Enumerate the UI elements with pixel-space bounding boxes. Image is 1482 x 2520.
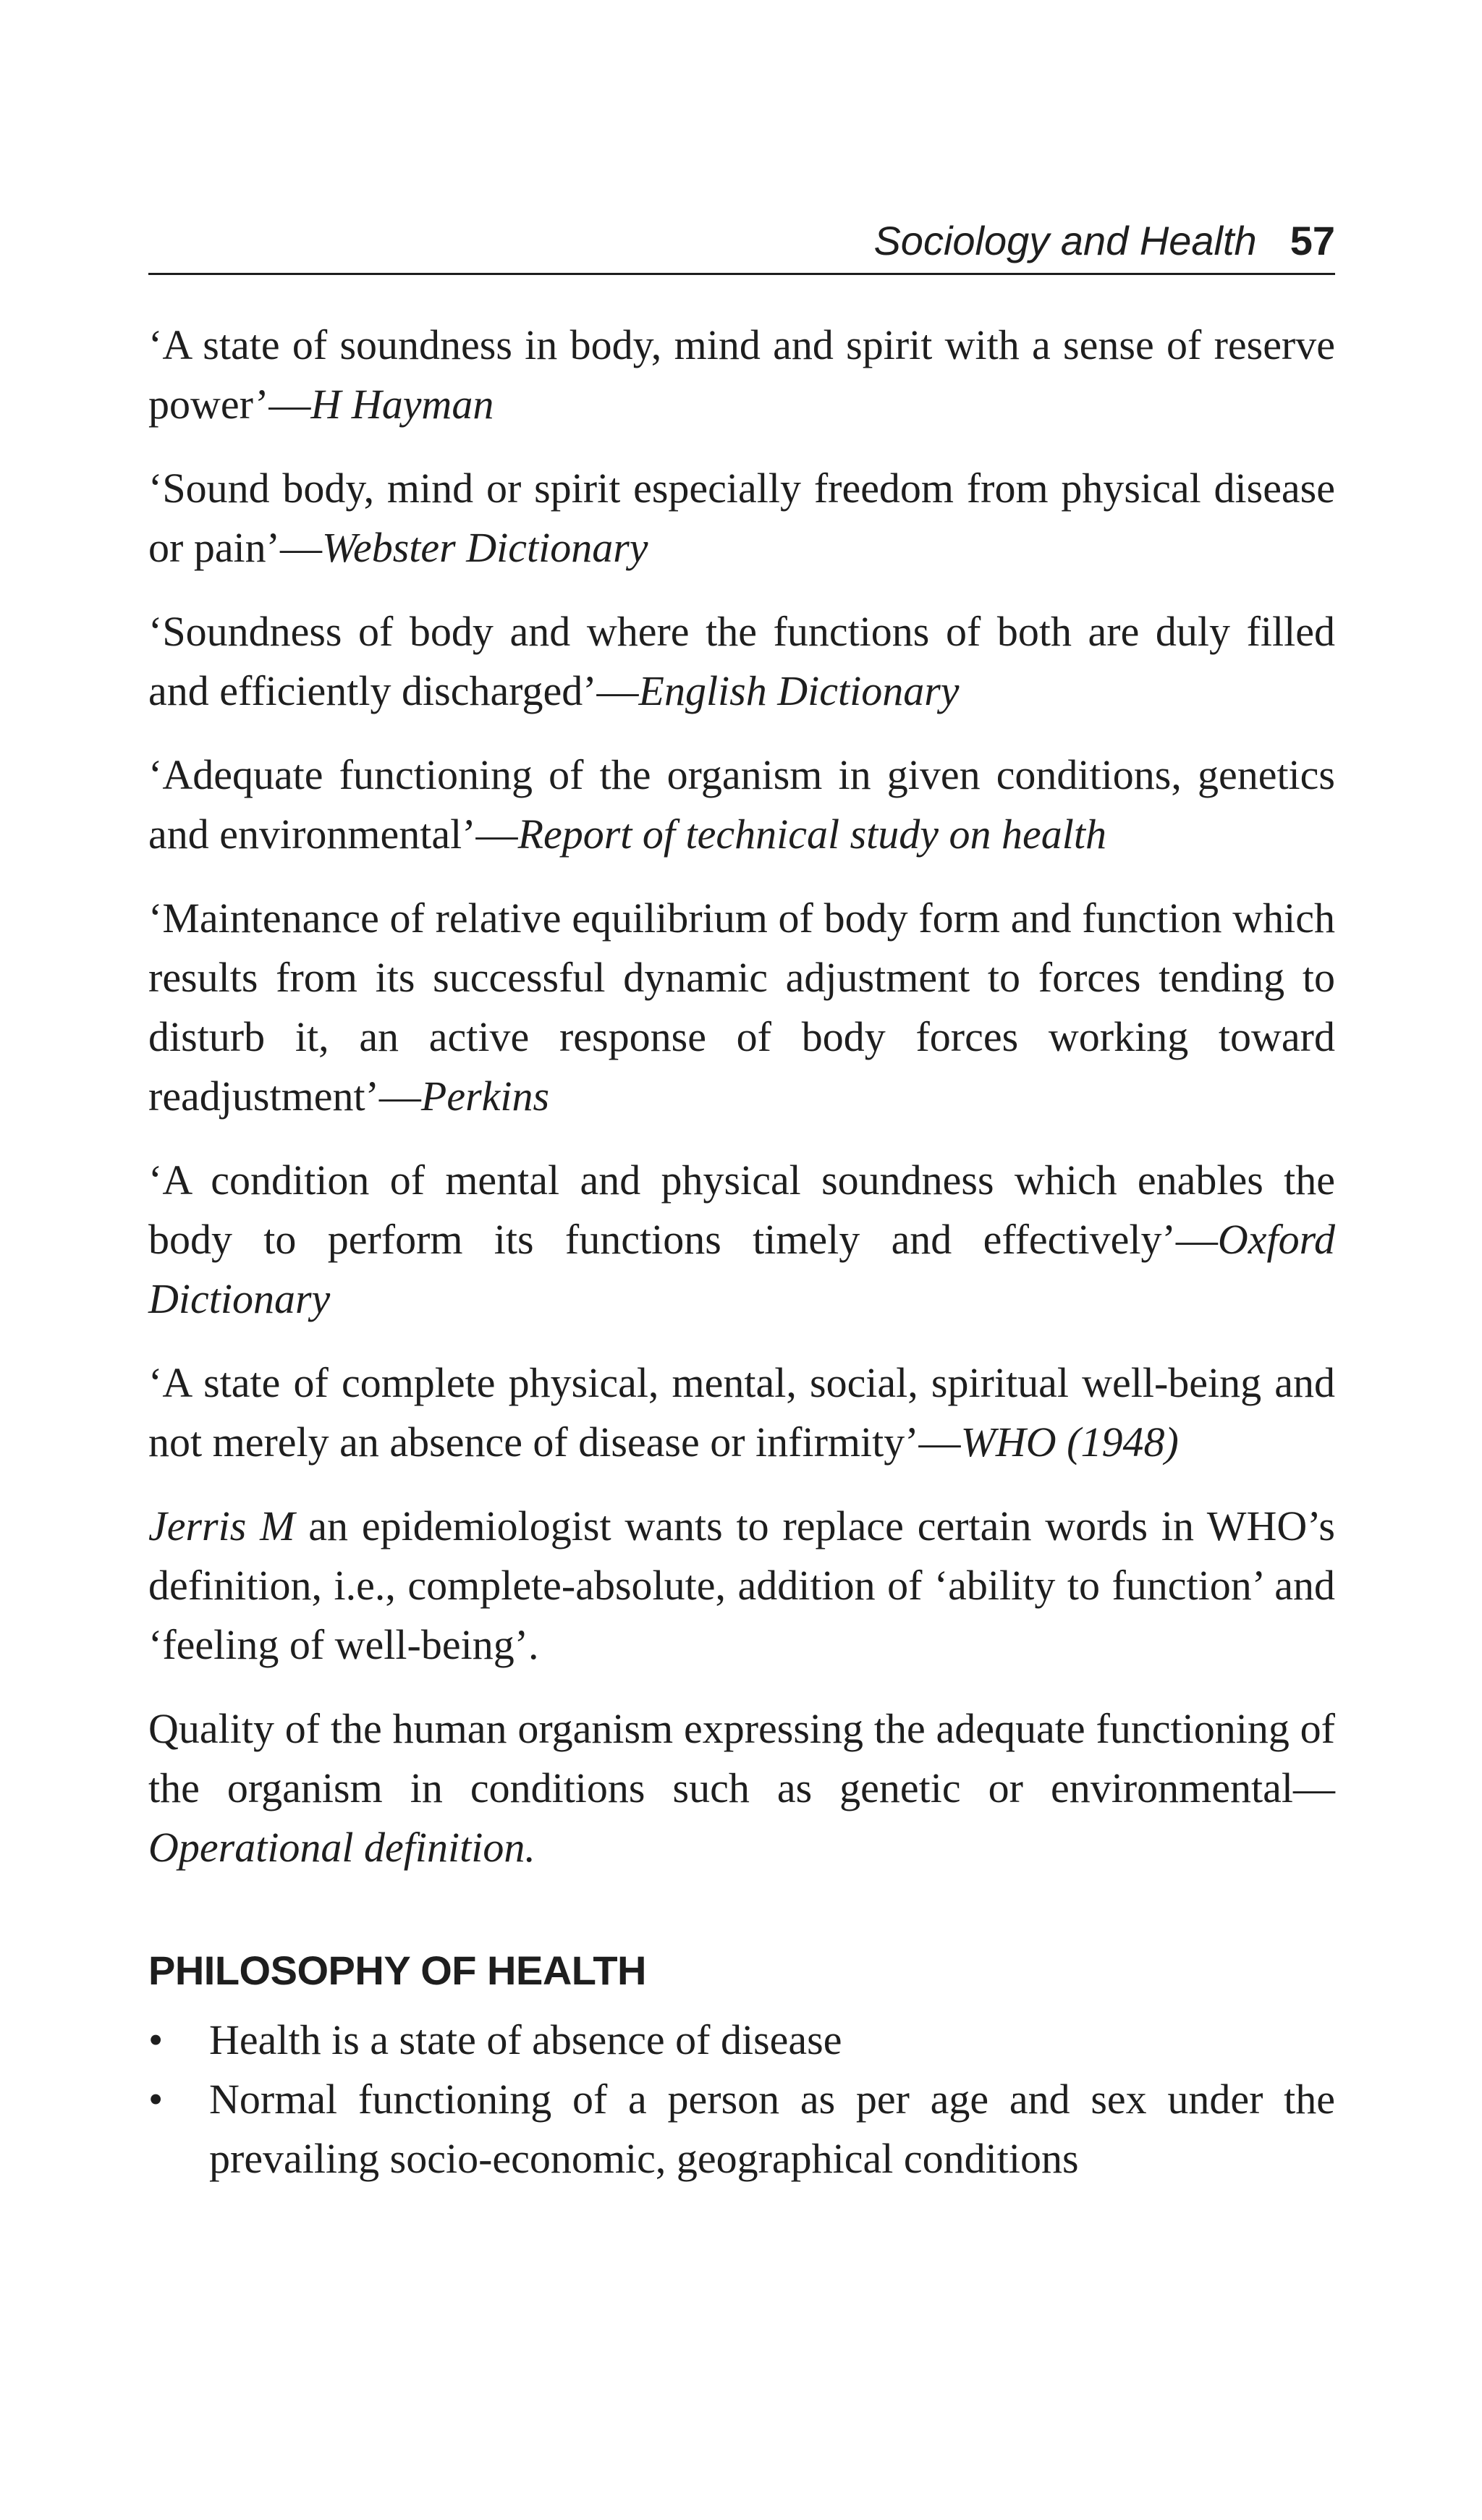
definition-source: Perkins xyxy=(420,1073,550,1120)
bullet-text: Normal functioning of a person as per age and sex under the prevailing socio-economic, geographical conditions xyxy=(209,2076,1335,2182)
jerris-name: Jerris M xyxy=(148,1502,295,1549)
definition-source: Webster Dictionary xyxy=(322,524,648,571)
operational-paragraph xyxy=(148,1699,1335,1877)
definition-source: Report of technical study on health xyxy=(517,811,1107,858)
definition-paragraph xyxy=(148,1151,1335,1329)
definition-source: Oxford Dictionary xyxy=(148,1216,1335,1322)
definition-quote: ‘Sound body, mind or spirit especially freedom from physical disease or pain’— xyxy=(148,465,1335,571)
bullet-icon: • xyxy=(148,2076,164,2123)
operational-text: Quality of the human organism expressing the adequate functioning of the organism in conditions such as genetic or environmental— xyxy=(148,1705,1335,1811)
section-heading: PHILOSOPHY OF HEALTH xyxy=(148,1948,646,1993)
definition-paragraph xyxy=(148,1353,1335,1472)
definition-paragraph xyxy=(148,602,1335,721)
jerris-text: an epidemiologist wants to replace certain words in WHO’s definition, i.e., complete-absolute, addition of ‘ability to function’ and ‘feeling of well-being’. xyxy=(148,1502,1335,1668)
bullet-item xyxy=(148,2010,1335,2070)
definition-source: English Dictionary xyxy=(638,667,960,714)
definition-quote: ‘Maintenance of relative equilibrium of body form and function which results from its successful dynamic adjustment to forces tending to disturb it, an active response of body forces working toward readjustment’— xyxy=(148,895,1335,1120)
definition-quote: ‘Adequate functioning of the organism in given conditions, genetics and environmental’— xyxy=(148,751,1335,858)
bullet-icon: • xyxy=(148,2016,164,2063)
definition-paragraph xyxy=(148,459,1335,578)
running-header-title: Sociology and Health xyxy=(873,218,1257,263)
definition-quote: ‘A state of soundness in body, mind and spirit with a sense of reserve power’— xyxy=(148,321,1335,428)
page-number: 57 xyxy=(1290,218,1335,263)
running-header xyxy=(148,217,1335,275)
bullet-text: Health is a state of absence of disease xyxy=(209,2016,842,2063)
page-body xyxy=(148,316,1335,2189)
definition-paragraph xyxy=(148,316,1335,434)
book-page xyxy=(148,217,1335,2189)
definition-source: WHO (1948) xyxy=(960,1418,1179,1466)
definition-quote: ‘A state of complete physical, mental, social, spiritual well-being and not merely an absence of disease or infirmity’— xyxy=(148,1359,1335,1466)
operational-source: Operational definition. xyxy=(148,1824,535,1871)
definition-paragraph xyxy=(148,889,1335,1126)
bullet-list xyxy=(148,2010,1335,2189)
definition-quote: ‘A condition of mental and physical soundness which enables the body to perform its functions timely and effectively’— xyxy=(148,1157,1335,1263)
jerris-paragraph xyxy=(148,1497,1335,1675)
definition-paragraph xyxy=(148,745,1335,864)
bullet-item xyxy=(148,2070,1335,2189)
definition-quote: ‘Soundness of body and where the functions of both are duly filled and efficiently discharged’— xyxy=(148,608,1335,714)
definition-source: H Hayman xyxy=(310,381,494,428)
